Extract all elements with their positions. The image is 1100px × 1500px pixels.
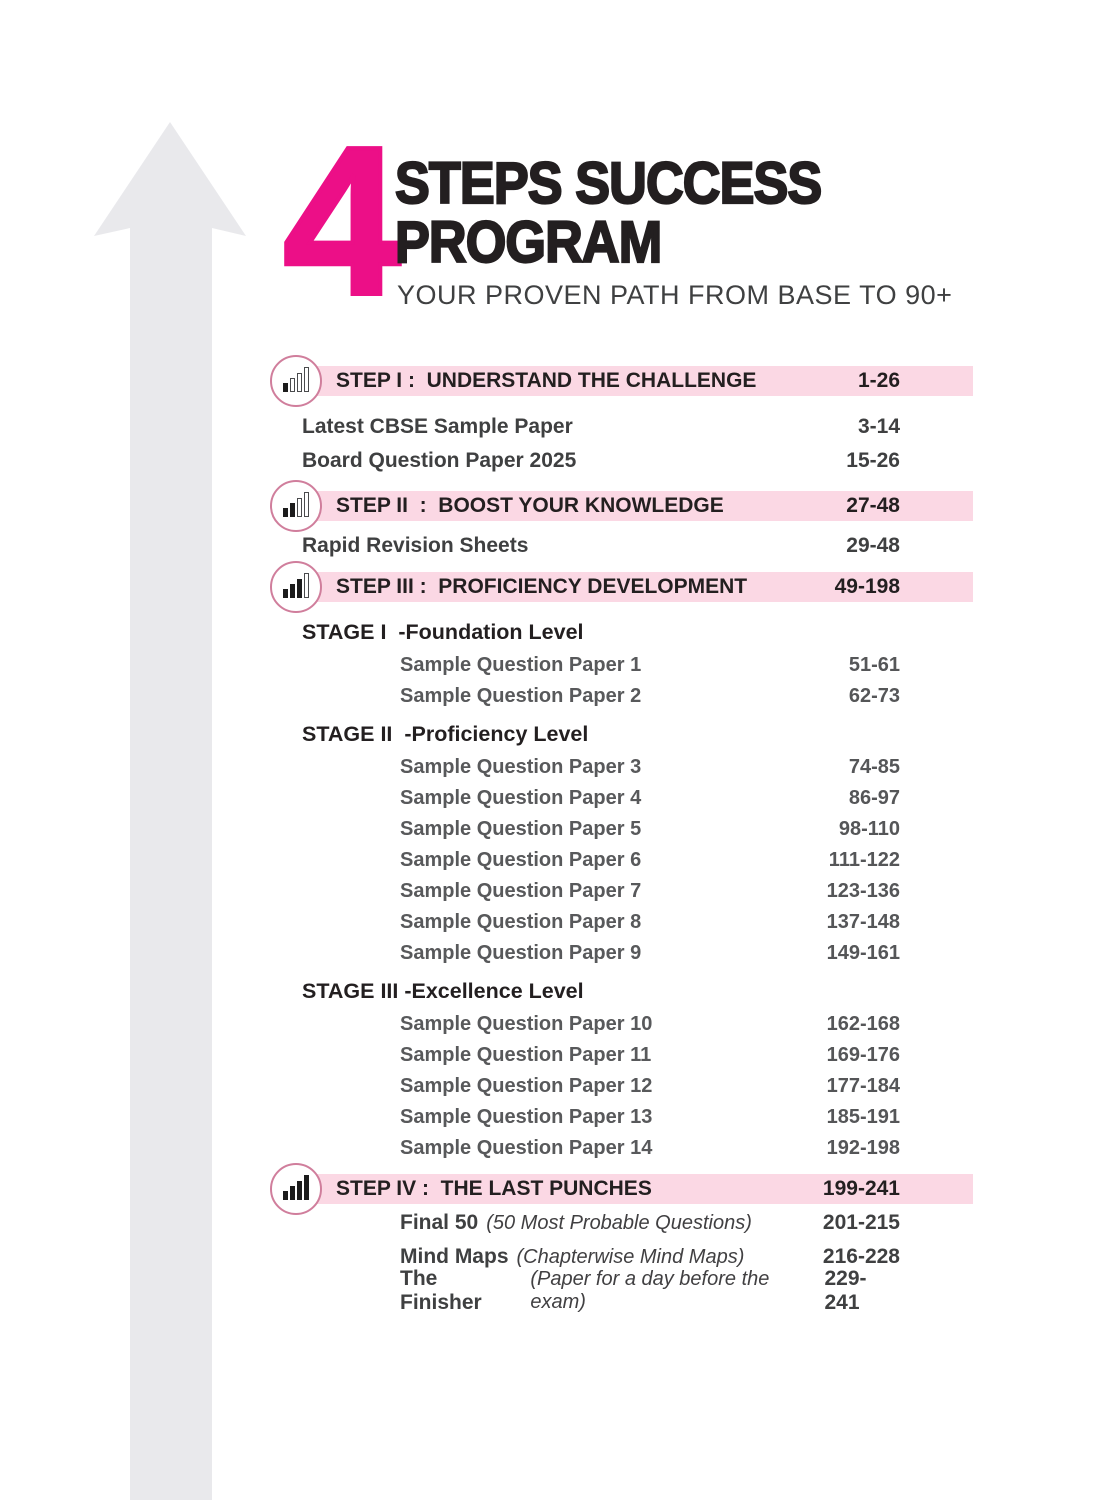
toc-subitem-row	[280, 876, 973, 907]
stage-label: STAGE II -	[302, 721, 412, 746]
item-label: Sample Question Paper 11	[400, 1044, 652, 1066]
item-label: Sample Question Paper 4	[400, 787, 642, 809]
item-label: Sample Question Paper 14	[400, 1137, 653, 1159]
page-subtitle: YOUR PROVEN PATH FROM BASE TO 90+	[397, 280, 953, 310]
stage-header-row	[280, 973, 973, 1009]
stage-name: Excellence Level	[411, 978, 584, 1003]
toc-subitem-row	[280, 1102, 973, 1133]
item-pages: 123-136	[826, 880, 900, 902]
step-band-4	[280, 1174, 973, 1204]
item-pages: 86-97	[848, 787, 900, 809]
item-label: Mind Maps	[400, 1245, 509, 1268]
toc-subitem-row	[280, 938, 973, 969]
toc-subitem-row	[280, 1009, 973, 1040]
item-pages: 149-161	[826, 942, 900, 964]
item-label: Final 50	[400, 1211, 479, 1234]
toc-subitem-row	[280, 907, 973, 938]
step-pages: 1-26	[857, 369, 900, 392]
toc-item-row	[280, 529, 973, 563]
stage-label: STAGE III -	[302, 978, 412, 1003]
item-pages: 62-73	[848, 685, 900, 707]
item-note: (Paper for a day before the exam)	[530, 1268, 770, 1313]
item-label: Board Question Paper 2025	[302, 449, 577, 472]
stage-label: STAGE I -	[302, 619, 406, 644]
toc-subitem-row	[280, 845, 973, 876]
signal-bars	[283, 1175, 309, 1200]
toc-item-row	[280, 444, 973, 478]
stage-header-row	[280, 614, 973, 650]
item-note: (50 Most Probable Questions)	[486, 1211, 752, 1234]
item-label: Rapid Revision Sheets	[302, 534, 529, 557]
item-note: (Chapterwise Mind Maps)	[516, 1245, 745, 1268]
step-band-3	[280, 572, 973, 602]
item-pages: 201-215	[822, 1211, 900, 1234]
signal-bars	[283, 573, 309, 598]
signal-bars-1-icon	[270, 355, 322, 407]
toc-subitem-row	[280, 1071, 973, 1102]
signal-bars	[283, 367, 309, 392]
item-pages: 3-14	[857, 415, 900, 438]
item-pages: 137-148	[826, 911, 900, 933]
toc-subitem-row	[280, 783, 973, 814]
item-label: Sample Question Paper 1	[400, 654, 642, 676]
step-band-1	[280, 366, 973, 396]
item-pages: 29-48	[846, 534, 900, 557]
step-label: STEP III : PROFICIENCY DEVELOPMENT	[336, 575, 748, 598]
item-label: The Finisher	[400, 1267, 482, 1314]
stage-name: Foundation Level	[405, 619, 584, 644]
item-pages: 98-110	[838, 818, 900, 840]
step-pages: 199-241	[822, 1177, 900, 1200]
step-pages: 49-198	[834, 575, 900, 598]
item-pages: 177-184	[826, 1075, 900, 1097]
toc-subitem-row	[280, 1133, 973, 1164]
toc-item-row	[280, 410, 973, 444]
toc-subitem-row	[280, 1040, 973, 1071]
item-pages: 185-191	[826, 1106, 900, 1128]
item-label: Sample Question Paper 10	[400, 1013, 653, 1035]
item-label: Sample Question Paper 13	[400, 1106, 653, 1128]
item-label: Sample Question Paper 9	[400, 942, 642, 964]
item-pages: 162-168	[826, 1013, 900, 1035]
toc-subitem-row	[280, 752, 973, 783]
stage-header-row	[280, 716, 973, 752]
item-pages: 192-198	[826, 1137, 900, 1159]
item-label: Sample Question Paper 6	[400, 849, 642, 871]
toc-subitem-row	[280, 650, 973, 681]
item-label: Sample Question Paper 3	[400, 756, 642, 778]
signal-bars	[283, 492, 309, 517]
signal-bars-4-icon	[270, 1163, 322, 1215]
item-pages: 169-176	[826, 1044, 900, 1066]
signal-bars-3-icon	[270, 561, 322, 613]
step-label: STEP I : UNDERSTAND THE CHALLENGE	[336, 369, 757, 392]
item-label: Latest CBSE Sample Paper	[302, 415, 573, 438]
big-number-4: 4	[283, 102, 395, 339]
toc-item-row	[280, 1206, 973, 1240]
page-title-line2: PROGRAM	[395, 210, 662, 275]
item-label: Sample Question Paper 2	[400, 685, 642, 707]
toc-subitem-row	[280, 814, 973, 845]
stage-name: Proficiency Level	[411, 721, 589, 746]
item-label: Sample Question Paper 8	[400, 911, 642, 933]
step-label: STEP II : BOOST YOUR KNOWLEDGE	[336, 494, 724, 517]
item-pages: 51-61	[848, 654, 900, 676]
toc-item-row	[280, 1267, 973, 1314]
item-label: Sample Question Paper 7	[400, 880, 642, 902]
step-band-2	[280, 491, 973, 521]
item-pages: 216-228	[822, 1245, 900, 1268]
item-pages: 74-85	[848, 756, 900, 778]
table-of-contents	[280, 366, 973, 1314]
item-pages: 111-122	[828, 849, 900, 871]
item-pages: 229-241	[824, 1267, 867, 1314]
toc-subitem-row	[280, 681, 973, 712]
item-label: Sample Question Paper 12	[400, 1075, 653, 1097]
step-label: STEP IV : THE LAST PUNCHES	[336, 1177, 652, 1200]
signal-bars-2-icon	[270, 480, 322, 532]
page-title-line1: STEPS SUCCESS	[395, 151, 822, 216]
item-pages: 15-26	[846, 449, 900, 472]
item-label: Sample Question Paper 5	[400, 818, 642, 840]
step-pages: 27-48	[846, 494, 900, 517]
